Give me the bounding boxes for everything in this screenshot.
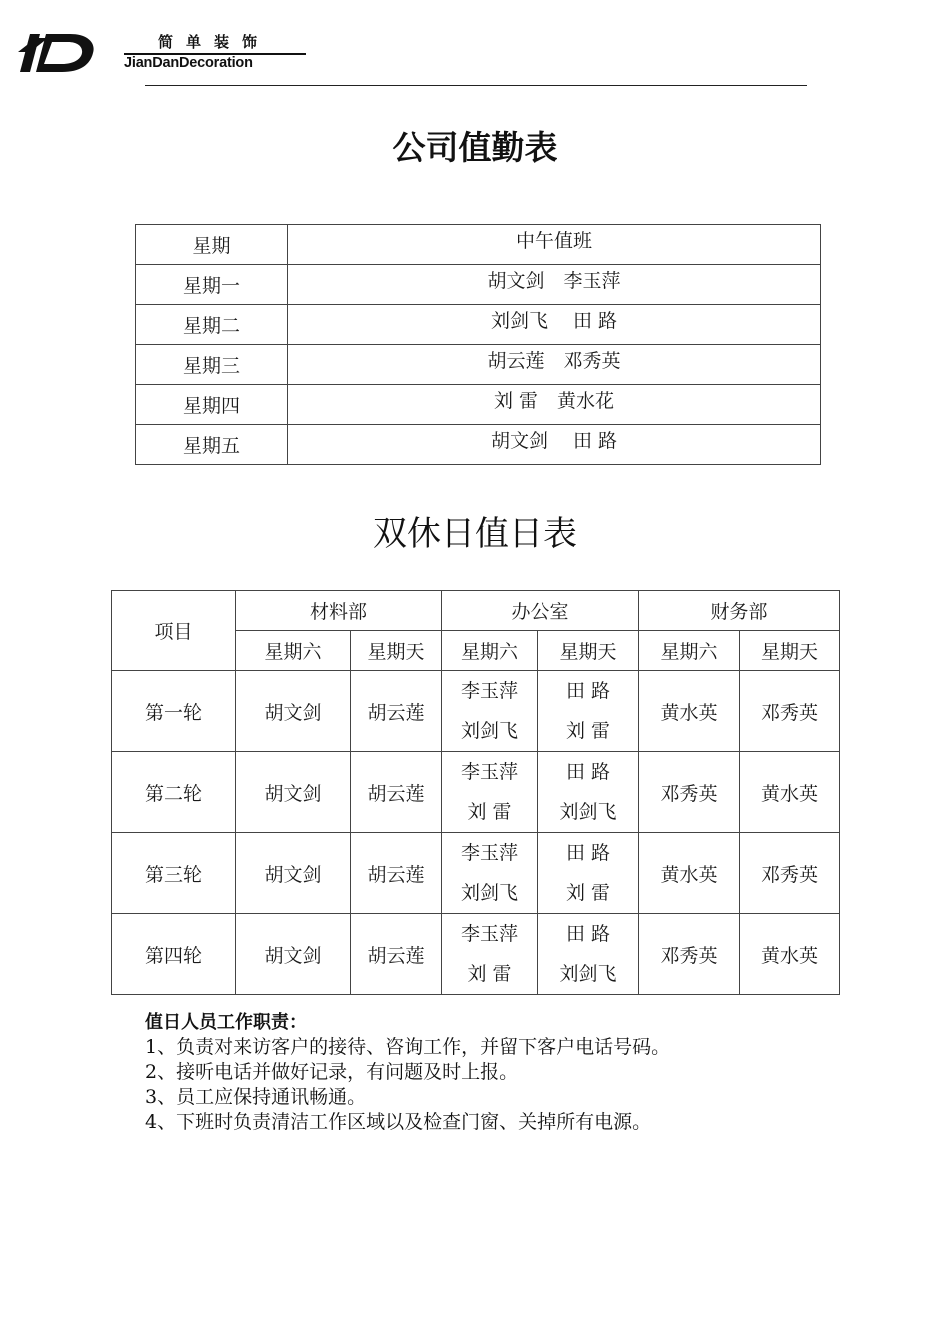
staff-name: 刘 雷 [566, 882, 611, 904]
table-row [136, 345, 821, 385]
finance-sun-cell: 邓秀英 [740, 833, 840, 914]
materials-sat-cell: 胡文剑 [236, 671, 351, 752]
weekday-duty-title: 公司值勤表 [392, 128, 558, 167]
noon-shift-cell: 胡云莲 邓秀英 [288, 345, 821, 385]
finance-sat-cell: 邓秀英 [639, 914, 740, 995]
table-header-row [136, 225, 821, 265]
day-header: 星期六 [442, 631, 538, 671]
item-header: 项目 [112, 591, 236, 671]
duties-heading: 值日人员工作职责： [145, 1012, 307, 1033]
table-row [136, 265, 821, 305]
duty-item: 2、接听电话并做好记录，有问题及时上报。 [145, 1061, 519, 1083]
office-sun-cell [538, 671, 639, 752]
table-row [136, 385, 821, 425]
noon-shift-cell: 胡文剑 李玉萍 [288, 265, 821, 305]
finance-sat-cell: 黄水英 [639, 833, 740, 914]
department-header-row [112, 591, 840, 631]
office-sat-cell [442, 752, 538, 833]
office-sat-cell [442, 914, 538, 995]
staff-name: 李玉萍 [461, 680, 519, 702]
office-sun-cell [538, 833, 639, 914]
day-header: 星期天 [740, 631, 840, 671]
staff-name: 刘剑飞 [559, 963, 617, 985]
staff-name: 田 路 [566, 680, 611, 702]
logo-english-name: JianDanDecoration [124, 55, 253, 71]
table-row [112, 752, 840, 833]
finance-sun-cell: 邓秀英 [740, 671, 840, 752]
materials-sun-cell: 胡云莲 [351, 671, 442, 752]
materials-sat-cell: 胡文剑 [236, 752, 351, 833]
staff-name: 刘剑飞 [559, 801, 617, 823]
dept-finance-header: 财务部 [639, 591, 840, 631]
table-row [136, 305, 821, 345]
weekday-cell: 星期四 [136, 385, 288, 425]
day-header: 星期六 [639, 631, 740, 671]
office-sat-cell [442, 671, 538, 752]
weekend-duty-table [111, 590, 840, 995]
duty-responsibilities [145, 1010, 845, 1135]
weekday-cell: 星期五 [136, 425, 288, 465]
round-label: 第一轮 [112, 671, 236, 752]
staff-name: 李玉萍 [461, 842, 519, 864]
duty-item: 4、下班时负责清洁工作区域以及检查门窗、关掉所有电源。 [145, 1111, 652, 1133]
weekday-duty-table [135, 224, 821, 465]
staff-name: 刘剑飞 [461, 882, 519, 904]
noon-shift-cell: 刘剑飞 田 路 [288, 305, 821, 345]
header-divider [145, 85, 807, 86]
staff-name: 田 路 [566, 761, 611, 783]
materials-sun-cell: 胡云莲 [351, 752, 442, 833]
office-sun-cell [538, 914, 639, 995]
day-header: 星期天 [538, 631, 639, 671]
finance-sun-cell: 黄水英 [740, 914, 840, 995]
office-sun-cell [538, 752, 639, 833]
day-header: 星期天 [351, 631, 442, 671]
finance-sat-cell: 邓秀英 [639, 752, 740, 833]
staff-name: 刘 雷 [467, 801, 512, 823]
noon-shift-header: 中午值班 [288, 225, 821, 265]
office-sat-cell [442, 833, 538, 914]
weekday-header: 星期 [136, 225, 288, 265]
staff-name: 田 路 [566, 923, 611, 945]
round-label: 第三轮 [112, 833, 236, 914]
company-logo [18, 32, 293, 74]
round-label: 第四轮 [112, 914, 236, 995]
finance-sun-cell: 黄水英 [740, 752, 840, 833]
noon-shift-cell: 胡文剑 田 路 [288, 425, 821, 465]
logo-chinese-name: 简单装饰 [157, 33, 270, 51]
noon-shift-cell: 刘 雷 黄水花 [288, 385, 821, 425]
day-header: 星期六 [236, 631, 351, 671]
materials-sat-cell: 胡文剑 [236, 833, 351, 914]
round-label: 第二轮 [112, 752, 236, 833]
dept-office-header: 办公室 [442, 591, 639, 631]
materials-sun-cell: 胡云莲 [351, 914, 442, 995]
table-row [136, 425, 821, 465]
weekday-cell: 星期一 [136, 265, 288, 305]
table-row [112, 671, 840, 752]
jd-logo-icon [18, 34, 94, 72]
staff-name: 李玉萍 [461, 761, 519, 783]
finance-sat-cell: 黄水英 [639, 671, 740, 752]
dept-materials-header: 材料部 [236, 591, 442, 631]
materials-sun-cell: 胡云莲 [351, 833, 442, 914]
duty-item: 3、员工应保持通讯畅通。 [145, 1086, 367, 1108]
staff-name: 李玉萍 [461, 923, 519, 945]
weekend-duty-title: 双休日值日表 [373, 514, 577, 554]
staff-name: 田 路 [566, 842, 611, 864]
table-row [112, 914, 840, 995]
materials-sat-cell: 胡文剑 [236, 914, 351, 995]
duty-item: 1、负责对来访客户的接待、咨询工作，并留下客户电话号码。 [145, 1036, 671, 1058]
weekday-cell: 星期二 [136, 305, 288, 345]
staff-name: 刘 雷 [566, 720, 611, 742]
weekday-cell: 星期三 [136, 345, 288, 385]
staff-name: 刘 雷 [467, 963, 512, 985]
table-row [112, 833, 840, 914]
staff-name: 刘剑飞 [461, 720, 519, 742]
